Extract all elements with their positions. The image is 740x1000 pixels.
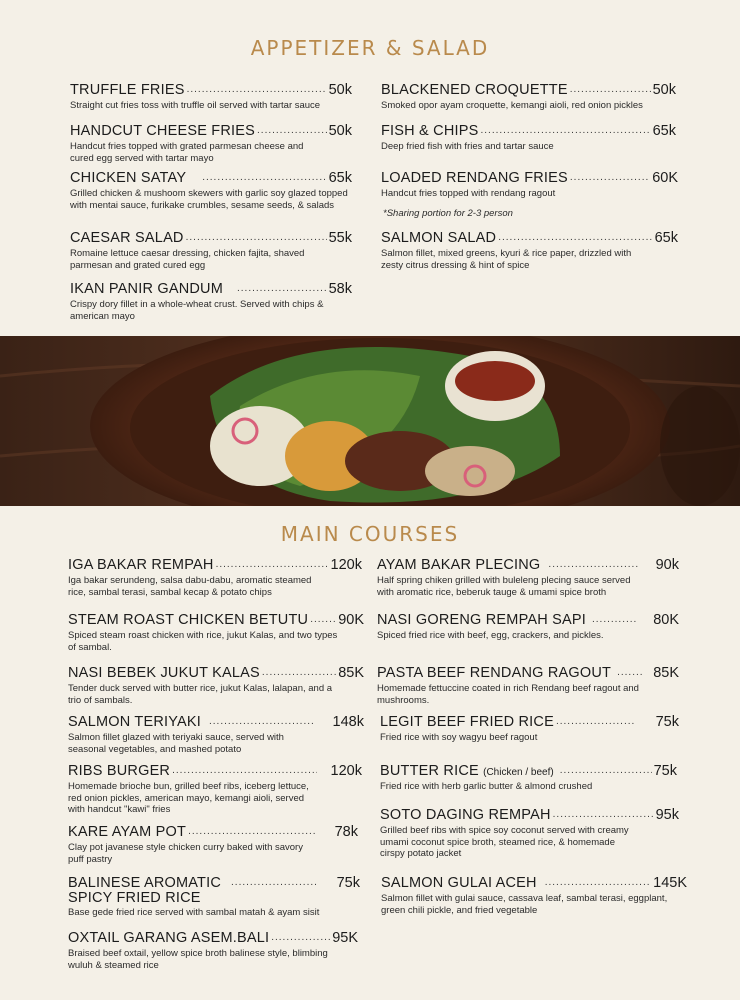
menu-item-salmon-salad (381, 230, 678, 271)
menu-item-iga-bakar-rempah (68, 557, 362, 598)
item-description: Smoked opor ayam croquette, kemangi aioli, red onion pickles (381, 100, 643, 111)
item-name: RIBS BURGER (68, 763, 171, 779)
menu-item-butter-rice (380, 763, 677, 793)
item-price: 120k (330, 557, 362, 573)
item-description: Straight cut fries toss with truffle oil served with tartar sauce (70, 100, 321, 111)
item-name: STEAM ROAST CHICKEN BETUTU (68, 612, 309, 628)
menu-item-ribs-burger (68, 763, 362, 816)
item-name: NASI BEBEK JUKUT KALAS (68, 665, 260, 681)
leader-dots (310, 615, 336, 625)
item-name (380, 763, 554, 779)
leader-dots (172, 766, 316, 776)
item-price: 65k (654, 230, 678, 246)
item-description: Fried rice with soy wagyu beef ragout (380, 732, 538, 743)
item-description: Tender duck served with butter rice, jukut Kalas, lalapan, and a trio of sambals. (68, 683, 333, 706)
item-description: Base gede fried rice served with sambal matah & ayam sisit (68, 907, 320, 918)
menu-item-pasta-beef-rendang-ragout (377, 665, 679, 706)
leader-dots (271, 933, 330, 943)
item-price: 90k (655, 557, 679, 573)
item-name: IGA BAKAR REMPAH (68, 557, 214, 573)
menu-item-kare-ayam-pot (68, 824, 358, 865)
menu-item-salmon-gulai-aceh (381, 875, 687, 916)
item-name: AYAM BAKAR PLECING (377, 557, 541, 573)
item-price: 90K (338, 612, 364, 628)
sharing-note: *Sharing portion for 2-3 person (383, 207, 513, 219)
leader-dots (186, 233, 327, 243)
food-photo (0, 336, 740, 506)
item-price: 65k (328, 170, 352, 186)
leader-dots (617, 668, 643, 678)
leader-dots (548, 560, 637, 570)
item-description: Homemade fettuccine coated in rich Rendang beef ragout and mushrooms. (377, 683, 639, 706)
item-name: SALMON GULAI ACEH (381, 875, 537, 891)
leader-dots (560, 766, 652, 776)
leader-dots (187, 85, 327, 95)
item-description: Braised beef oxtail, yellow spice broth balinese style, blimbing wuluh & steamed rice (68, 948, 328, 971)
item-name: SALMON TERIYAKI (68, 714, 201, 730)
item-name: LOADED RENDANG FRIES (381, 170, 568, 186)
item-name: CAESAR SALAD (70, 230, 184, 246)
menu-item-balinese-aromatic-spicy-fried-rice (68, 875, 360, 919)
item-name-text: BUTTER RICE (380, 763, 479, 779)
item-description: Grilled chicken & mushoom skewers with garlic soy glazed topped with mentai sauce, furikake crumbles, sesame seeds, & salads (70, 188, 348, 211)
leader-dots (257, 126, 327, 136)
menu-item-ayam-bakar-plecing (377, 557, 679, 598)
item-price: 65k (652, 123, 676, 139)
item-description: Salmon fillet glazed with teriyaki sauce, served with seasonal vegetables, and mashed potato (68, 732, 284, 755)
item-description: Spiced fried rice with beef, egg, crackers, and pickles. (377, 630, 604, 641)
appetizer-section-title: APPETIZER & SALAD (250, 36, 490, 60)
leader-dots (209, 717, 313, 727)
leader-dots (498, 233, 652, 243)
item-description: Homemade brioche bun, grilled beef ribs, iceberg lettuce, red onion pickles, american mayo, kemangi aioli, served with handcut "kawi" fries (68, 781, 309, 815)
item-description: Grilled beef ribs with spice soy coconut served with creamy umami coconut spice broth, steamed rice, & homemade cirspy potato jacket (380, 825, 629, 859)
main-section-title: MAIN COURSES (280, 522, 460, 546)
menu-item-legit-beef-fried-rice (380, 714, 679, 744)
menu-item-ikan-panir-gandum (70, 281, 352, 322)
menu-item-blackened-croquette (381, 82, 676, 112)
item-description: Fried rice with herb garlic butter & almond crushed (380, 781, 593, 792)
menu-item-oxtail-garang-asem-bali (68, 930, 358, 971)
item-name: CHICKEN SATAY (70, 170, 187, 186)
item-name: BLACKENED CROQUETTE (381, 82, 568, 98)
item-name: SALMON SALAD (381, 230, 497, 246)
leader-dots (237, 284, 327, 294)
item-price: 95K (332, 930, 358, 946)
leader-dots (570, 173, 650, 183)
food-photo-illustration (0, 336, 740, 506)
menu-item-handcut-cheese-fries (70, 123, 352, 164)
leader-dots (231, 878, 317, 888)
item-price: 50k (328, 123, 352, 139)
item-price: 148k (332, 714, 364, 730)
item-name: PASTA BEEF RENDANG RAGOUT (377, 665, 612, 681)
leader-dots (545, 878, 651, 888)
item-price: 75k (653, 763, 677, 779)
menu-item-steam-roast-chicken-betutu (68, 612, 364, 653)
menu-item-soto-daging-rempah (380, 807, 679, 860)
item-name: BALINESE AROMATIC (68, 875, 222, 891)
item-description: Crispy dory fillet in a whole-wheat crust. Served with chips & american mayo (70, 299, 324, 322)
menu-item-nasi-bebek-jukut-kalas (68, 665, 364, 706)
item-description: Romaine lettuce caesar dressing, chicken fajita, shaved parmesan and grated cured egg (70, 248, 305, 271)
item-price: 80K (653, 612, 679, 628)
leader-dots (188, 827, 315, 837)
leader-dots (262, 668, 336, 678)
leader-dots (570, 85, 651, 95)
leader-dots (480, 126, 650, 136)
item-description: Iga bakar serundeng, salsa dabu-dabu, aromatic steamed rice, sambal terasi, sambal kecap & potato chips (68, 575, 312, 598)
item-price: 50k (328, 82, 352, 98)
item-name: TRUFFLE FRIES (70, 82, 185, 98)
item-description: Salmon fillet with gulai sauce, cassava leaf, sambal terasi, eggplant, green chili pickle, and fried vegetable (381, 893, 668, 916)
item-price: 58k (328, 281, 352, 297)
item-price: 85K (338, 665, 364, 681)
item-price: 145K (653, 875, 687, 891)
item-price: 95k (655, 807, 679, 823)
item-name: SOTO DAGING REMPAH (380, 807, 551, 823)
item-price: 55k (328, 230, 352, 246)
item-description: Handcut fries topped with rendang ragout (381, 188, 556, 199)
item-price: 60K (652, 170, 678, 186)
item-price: 50k (652, 82, 676, 98)
item-description: Clay pot javanese style chicken curry baked with savory puff pastry (68, 842, 303, 865)
menu-item-caesar-salad (70, 230, 352, 271)
leader-dots (216, 560, 329, 570)
item-description: Deep fried fish with fries and tartar sauce (381, 141, 554, 152)
item-description: Handcut fries topped with grated parmesan cheese and cured egg served with tartar mayo (70, 141, 304, 164)
item-description: Spiced steam roast chicken with rice, jukut Kalas, and two types of sambal. (68, 630, 338, 653)
menu-item-nasi-goreng-rempah-sapi (377, 612, 679, 642)
item-price: 85K (653, 665, 679, 681)
menu-item-loaded-rendang-fries (381, 170, 678, 219)
leader-dots (202, 173, 326, 183)
item-price: 120k (330, 763, 362, 779)
item-name: KARE AYAM POT (68, 824, 187, 840)
item-name-note: (Chicken / beef) (483, 767, 554, 778)
leader-dots (556, 717, 636, 727)
item-description: Salmon fillet, mixed greens, kyuri & rice paper, drizzled with zesty citrus dressing & hint of spice (381, 248, 632, 271)
item-price: 78k (334, 824, 358, 840)
leader-dots (592, 615, 637, 625)
item-name: NASI GORENG REMPAH SAPI (377, 612, 586, 628)
item-name-line2: SPICY FRIED RICE (68, 890, 201, 906)
item-name: HANDCUT CHEESE FRIES (70, 123, 256, 139)
item-price: 75k (336, 875, 360, 891)
item-price: 75k (655, 714, 679, 730)
item-name: OXTAIL GARANG ASEM.BALI (68, 930, 270, 946)
item-name: IKAN PANIR GANDUM (70, 281, 223, 297)
menu-item-salmon-teriyaki (68, 714, 364, 755)
item-description: Half spring chiken grilled with buleleng plecing sauce served with aromatic rice, beberuk tauge & umami spice broth (377, 575, 631, 598)
menu-item-chicken-satay (70, 170, 352, 211)
item-name: FISH & CHIPS (381, 123, 479, 139)
menu-item-truffle-fries (70, 82, 352, 112)
leader-dots (553, 810, 654, 820)
item-name: LEGIT BEEF FRIED RICE (380, 714, 554, 730)
menu-item-fish-chips (381, 123, 676, 153)
